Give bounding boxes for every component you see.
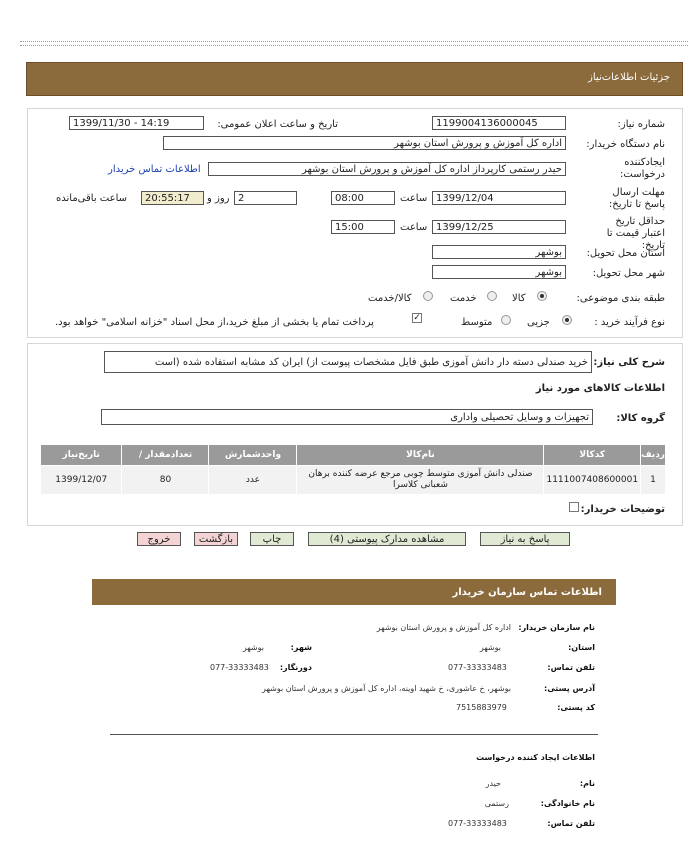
cell-need-date: 1399/12/07 [41, 466, 122, 495]
address-value: بوشهر، خ عاشوری، خ شهید اوینه، اداره کل آموزش و پرورش استان بوشهر [262, 684, 511, 693]
province-contact-value: بوشهر [479, 643, 501, 652]
goods-table-header [41, 445, 666, 466]
goods-group-field: تجهیزات و وسایل تحصیلی واداری [101, 409, 593, 425]
validity-date-field: 1399/12/25 [432, 220, 566, 234]
fax-value: 077-33333483 [210, 663, 269, 672]
cell-name: صندلی دانش آموزی متوسط چوبی مرجع عرضه کننده برهان شعبانی کلاسرا [297, 466, 544, 495]
cell-quantity: 80 [122, 466, 209, 495]
contact-divider [110, 734, 598, 735]
city-contact-label: شهر: [290, 643, 312, 652]
table-row [41, 466, 666, 495]
treasury-payment-checkbox[interactable]: ✓ [413, 313, 421, 323]
validity-time-label: ساعت [400, 222, 428, 233]
creator-name-value: حیدر [485, 779, 501, 788]
col-quantity: تعدادمقدار / [122, 445, 209, 466]
fax-label: دورنگار: [279, 663, 312, 672]
province-field: بوشهر [432, 245, 566, 259]
org-value: اداره کل آموزش و پرورش استان بوشهر [376, 623, 511, 632]
need-number-field: 1199004136000045 [432, 116, 566, 130]
creator-phone-value: 077-33333483 [448, 819, 507, 828]
buyer-field: اداره کل آموزش و پرورش استان بوشهر [163, 136, 566, 150]
province-label: استان محل تحویل: [586, 248, 665, 259]
process-minor-radio[interactable] [562, 315, 572, 325]
validity-label: حداقل تاریخ اعتبار قیمت تا تاریخ: [606, 216, 665, 251]
city-contact-value: بوشهر [242, 643, 264, 652]
phone-label: تلفن تماس: [547, 663, 595, 672]
need-number-label: شماره نیاز: [617, 119, 665, 130]
category-service-label: خدمت [450, 293, 477, 304]
attachments-button[interactable]: مشاهده مدارک پیوستی (4) [308, 532, 466, 546]
col-need-date: تاریخ‌نیاز [41, 445, 122, 466]
deadline-date-field: 1399/12/04 [432, 191, 566, 205]
buyer-notes-label: توضیحات خریدار: [580, 504, 665, 515]
deadline-time-field: 08:00 [331, 191, 395, 205]
days-field: 2 [234, 191, 297, 205]
col-row: ردیف [641, 445, 666, 466]
contact-header-bar [92, 579, 616, 605]
summary-field: خرید صندلی دسته دار دانش آموزی طبق فایل مشخصات پیوست از) ایران کد مشابه استفاده شده (است [104, 351, 592, 373]
remaining-time-field: 20:55:17 [141, 191, 204, 205]
print-button[interactable]: چاپ [250, 532, 294, 546]
cell-code: 1111007408600001 [544, 466, 641, 495]
announce-label: تاریخ و ساعت اعلان عمومی: [217, 119, 338, 130]
summary-label: شرح کلی نیاز: [593, 357, 665, 368]
province-contact-label: استان: [568, 643, 595, 652]
buyer-notes-checkbox[interactable] [569, 502, 579, 512]
category-goods-label: کالا [512, 293, 526, 304]
reply-button[interactable]: پاسخ به نیاز [480, 532, 570, 546]
cell-row: 1 [641, 466, 666, 495]
creator-phone-label: تلفن تماس: [547, 819, 595, 828]
goods-info-title: اطلاعات کالاهای مورد نیاز [535, 383, 665, 394]
col-code: کدکالا [544, 445, 641, 466]
goods-group-label: گروه کالا: [616, 413, 665, 424]
col-name: نام‌کالا [297, 445, 544, 466]
category-goods-service-label: کالا/خدمت [368, 293, 412, 304]
postal-value: 7515883979 [456, 703, 507, 712]
exit-button[interactable]: خروج [137, 532, 181, 546]
top-divider [20, 41, 688, 42]
category-service-radio[interactable] [487, 291, 497, 301]
creator-info-title: اطلاعات ایجاد کننده درخواست [476, 753, 595, 762]
details-header-bar [26, 62, 683, 96]
process-medium-label: متوسط [461, 317, 493, 328]
announce-field: 1399/11/30 - 14:19 [69, 116, 204, 130]
category-label: طبقه بندی موضوعی: [576, 293, 665, 304]
deadline-time-label: ساعت [400, 193, 428, 204]
process-minor-label: جزیی [527, 317, 550, 328]
contact-header-title: اطلاعات تماس سازمان خریدار [452, 587, 602, 598]
cell-unit: عدد [209, 466, 297, 495]
org-label: نام سازمان خریدار: [518, 623, 595, 632]
postal-label: کد پستی: [557, 703, 595, 712]
back-button[interactable]: بازگشت [194, 532, 238, 546]
creator-field: حیدر رستمی کارپرداز اداره کل آموزش و پرورش استان بوشهر [208, 162, 566, 176]
top-divider-2 [20, 45, 688, 46]
remaining-label: ساعت باقی‌مانده [56, 193, 128, 204]
details-header-title: جزئیات اطلاعات‌نیاز [588, 72, 670, 83]
days-label: روز و [207, 193, 230, 204]
creator-label: ایجادکننده درخواست: [620, 157, 665, 180]
address-label: آدرس پستی: [544, 684, 595, 693]
creator-name-label: نام: [579, 779, 595, 788]
creator-family-label: نام خانوادگی: [540, 799, 595, 808]
buyer-contact-link[interactable]: اطلاعات تماس خریدار [108, 164, 201, 175]
buyer-label: نام دستگاه خریدار: [586, 139, 665, 150]
process-label: نوع فرآیند خرید : [594, 317, 665, 328]
process-medium-radio[interactable] [501, 315, 511, 325]
category-goods-radio[interactable] [537, 291, 547, 301]
col-unit: واحدشمارش [209, 445, 297, 466]
creator-family-value: رستمی [484, 799, 509, 808]
phone-value: 077-33333483 [448, 663, 507, 672]
city-label: شهر محل تحویل: [592, 268, 665, 279]
validity-time-field: 15:00 [331, 220, 395, 234]
city-field: بوشهر [432, 265, 566, 279]
goods-table [40, 444, 666, 495]
treasury-payment-note: پرداخت تمام یا بخشی از مبلغ خرید،از محل اسناد "خزانه اسلامی" خواهد بود. [55, 317, 374, 328]
deadline-label: مهلت ارسال پاسخ تا تاریخ: [608, 187, 665, 210]
category-goods-service-radio[interactable] [423, 291, 433, 301]
